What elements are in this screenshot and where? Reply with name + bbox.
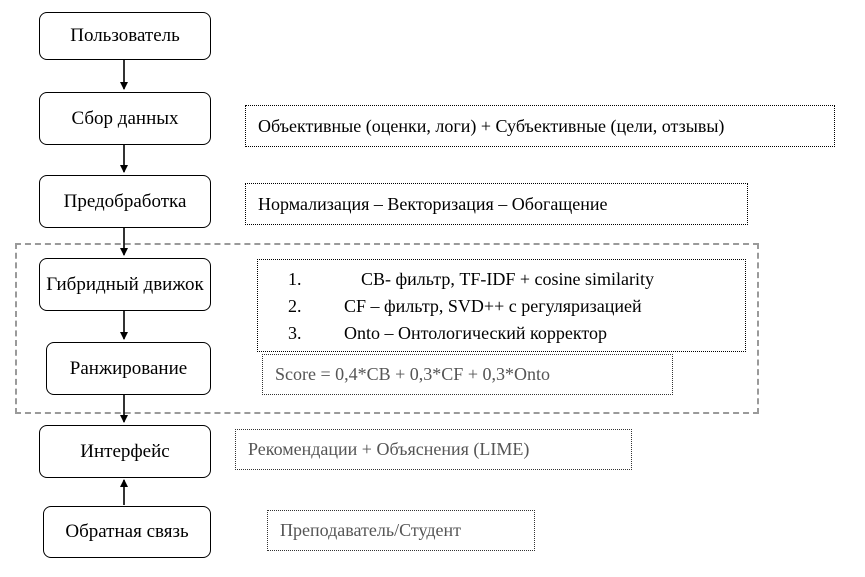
node-data-collection: Сбор данных [39, 92, 211, 145]
node-user: Пользователь [39, 12, 211, 60]
node-feedback: Обратная связь [43, 506, 211, 558]
node-ranking: Ранжирование [46, 342, 211, 395]
list-item-number: 2. [288, 295, 302, 316]
list-item-number: 3. [288, 322, 302, 343]
node-preprocessing: Предобработка [39, 175, 211, 228]
note-data-sources: Объективные (оценки, логи) + Субъективные (цели, отзывы) [245, 105, 835, 147]
engine-components-list [257, 259, 746, 352]
note-feedback-source: Преподаватель/Студент [267, 510, 535, 551]
note-score-formula: Score = 0,4*CB + 0,3*CF + 0,3*Onto [262, 354, 673, 395]
list-item-text: CB- фильтр, TF-IDF + cosine similarity [361, 268, 655, 289]
note-preprocessing-steps: Нормализация – Векторизация – Обогащение [245, 183, 748, 225]
list-item-number: 1. [288, 268, 302, 289]
note-output: Рекомендации + Объяснения (LIME) [235, 429, 632, 470]
list-item-text: CF – фильтр, SVD++ с регуляризацией [344, 295, 642, 316]
node-interface: Интерфейс [39, 425, 211, 478]
list-item-text: Onto – Онтологический корректор [344, 322, 607, 343]
node-hybrid-engine: Гибридный движок [39, 258, 211, 311]
